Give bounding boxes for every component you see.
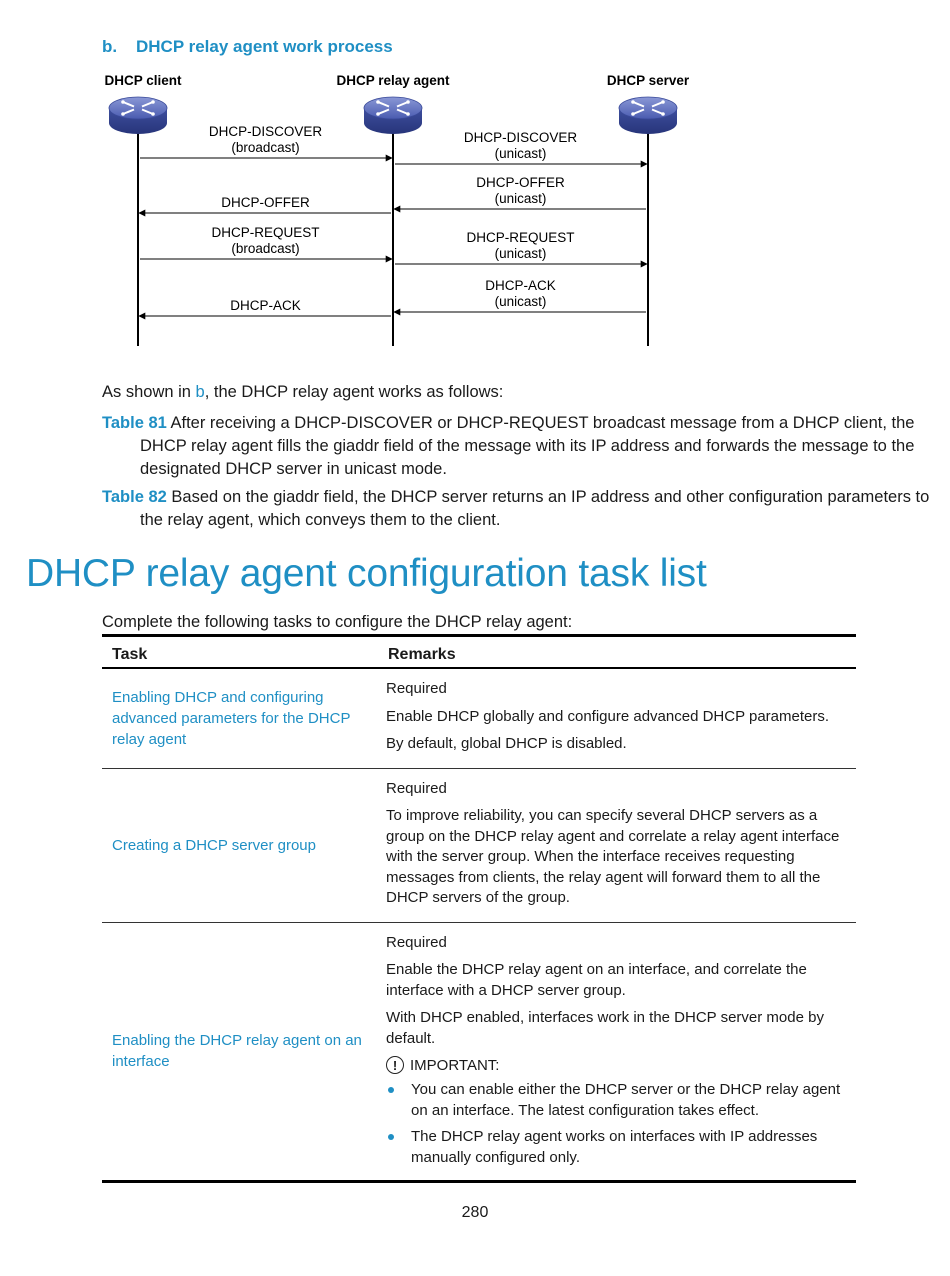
message-arrow bbox=[140, 225, 392, 259]
diagram-node bbox=[104, 73, 182, 346]
node-label: DHCP server bbox=[606, 73, 690, 88]
router-icon bbox=[619, 97, 677, 134]
message-label: DHCP-DISCOVER bbox=[208, 124, 323, 139]
remark-line: Required bbox=[386, 680, 447, 697]
figure-caption-number: b. bbox=[102, 37, 118, 56]
remark-line: With DHCP enabled, interfaces work in the DHCP server mode by default. bbox=[386, 1009, 824, 1047]
node-label: DHCP client bbox=[104, 73, 182, 88]
message-label: DHCP-OFFER bbox=[476, 175, 565, 190]
intro-text-after: , the DHCP relay agent works as follows: bbox=[204, 383, 504, 401]
message-label: DHCP-DISCOVER bbox=[463, 130, 578, 145]
message-arrow bbox=[394, 175, 646, 209]
message-label: (unicast) bbox=[494, 146, 547, 161]
important-bullets bbox=[386, 1080, 852, 1168]
task-link-enable-dhcp[interactable]: Enabling DHCP and configuring advanced parameters for the DHCP relay agent bbox=[112, 688, 351, 748]
section-intro: Complete the following tasks to configure the DHCP relay agent: bbox=[102, 613, 573, 631]
message-arrow bbox=[395, 130, 647, 164]
remark-line: Enable DHCP globally and configure advanced DHCP parameters. bbox=[386, 707, 830, 725]
message-label: (broadcast) bbox=[231, 140, 300, 155]
message-label: (unicast) bbox=[494, 246, 547, 261]
figure-reference-link[interactable]: b bbox=[195, 383, 205, 401]
step-tag: Table 81 bbox=[102, 414, 167, 432]
task-table bbox=[102, 634, 856, 1183]
message-label: DHCP-ACK bbox=[485, 278, 556, 293]
list-item bbox=[386, 1127, 852, 1168]
remark-line: Required bbox=[386, 779, 447, 797]
important-note bbox=[386, 1056, 852, 1074]
message-label: DHCP-REQUEST bbox=[466, 230, 575, 245]
important-label: IMPORTANT: bbox=[410, 1056, 500, 1074]
dhcp-relay-sequence-diagram bbox=[0, 60, 950, 360]
router-icon bbox=[109, 97, 167, 134]
message-arrow bbox=[139, 195, 391, 213]
message-label: DHCP-REQUEST bbox=[211, 225, 320, 240]
task-link-server-group[interactable]: Creating a DHCP server group bbox=[112, 836, 316, 854]
list-item bbox=[386, 1080, 852, 1121]
section-title: DHCP relay agent configuration task list bbox=[26, 552, 707, 595]
message-arrow bbox=[395, 230, 647, 264]
step-text: Based on the giaddr field, the DHCP server returns an IP address and other configuration parameters to the relay agent, which conveys them to the client. bbox=[140, 488, 930, 529]
message-label: (unicast) bbox=[494, 294, 547, 309]
message-label: (broadcast) bbox=[231, 241, 300, 256]
bullet-icon bbox=[388, 1087, 394, 1093]
table-row bbox=[102, 668, 856, 768]
table-header-row bbox=[102, 636, 856, 669]
bullet-text: The DHCP relay agent works on interfaces with IP addresses manually configured only. bbox=[411, 1128, 818, 1166]
remark-line: To improve reliability, you can specify several DHCP servers as a group on the DHCP relay agent and correlate a relay agent interface with the server group. When the interface receives requesting messages from clients, the relay agent will forward them to all the DHCP servers of the group. bbox=[386, 807, 840, 906]
bullet-text: You can enable either the DHCP server or the DHCP relay agent on an interface. The latest configuration takes effect. bbox=[411, 1081, 841, 1119]
figure-caption bbox=[102, 37, 393, 57]
header-task: Task bbox=[102, 636, 384, 669]
router-icon bbox=[364, 97, 422, 134]
bullet-icon bbox=[388, 1134, 394, 1140]
message-label: (unicast) bbox=[494, 191, 547, 206]
step-item bbox=[102, 486, 930, 532]
figure-caption-text: DHCP relay agent work process bbox=[136, 37, 393, 56]
message-arrow bbox=[394, 278, 646, 312]
message-arrow bbox=[139, 298, 391, 316]
remark-line: Required bbox=[386, 933, 447, 951]
message-arrow bbox=[140, 124, 392, 158]
intro-text-before: As shown in bbox=[102, 383, 196, 401]
table-row bbox=[102, 768, 856, 922]
intro-paragraph bbox=[102, 381, 902, 404]
message-label: DHCP-OFFER bbox=[221, 195, 310, 210]
header-remarks: Remarks bbox=[384, 636, 856, 669]
table-row bbox=[102, 922, 856, 1182]
task-link-enable-relay-interface[interactable]: Enabling the DHCP relay agent on an interface bbox=[112, 1032, 362, 1071]
remark-line: Enable the DHCP relay agent on an interface, and correlate the interface with a DHCP server group. bbox=[386, 961, 807, 999]
exclamation-circle-icon: ! bbox=[386, 1056, 404, 1074]
page-number: 280 bbox=[461, 1204, 489, 1221]
step-item bbox=[102, 412, 930, 481]
step-text: After receiving a DHCP-DISCOVER or DHCP-REQUEST broadcast message from a DHCP client, the DHCP relay agent fills the giaddr field of the message with its IP address and forwards the message to the designated DHCP server in unicast mode. bbox=[140, 414, 915, 478]
step-tag: Table 82 bbox=[102, 488, 167, 506]
remark-line: By default, global DHCP is disabled. bbox=[386, 735, 627, 752]
node-label: DHCP relay agent bbox=[336, 73, 450, 88]
message-label: DHCP-ACK bbox=[230, 298, 301, 313]
